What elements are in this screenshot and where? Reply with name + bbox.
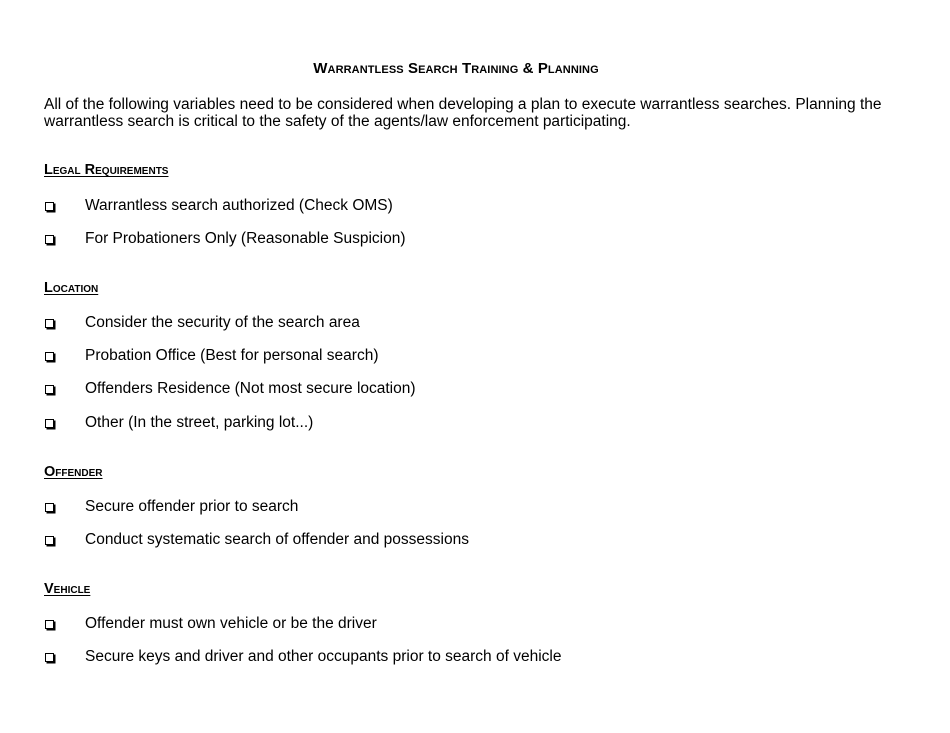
checklist-item[interactable] bbox=[44, 197, 393, 215]
document-title: Warrantless Search Training & Planning bbox=[313, 60, 599, 77]
checklist-item[interactable] bbox=[44, 314, 360, 332]
section-heading-offender: Offender bbox=[44, 464, 103, 480]
checklist-item[interactable] bbox=[44, 414, 313, 432]
checkbox-icon[interactable] bbox=[45, 503, 54, 512]
checklist-item[interactable] bbox=[44, 531, 469, 549]
section-heading-location: Location bbox=[44, 280, 99, 296]
checklist-item[interactable] bbox=[44, 347, 379, 365]
checklist-item-label: Conduct systematic search of offender and possessions bbox=[85, 531, 469, 548]
intro-paragraph: All of the following variables need to be considered when developing a plan to execute warrantless searches. Planning the warrantless search is critical to the safety of the agents/law enforcement participating. bbox=[44, 96, 882, 130]
checklist-item-label: Probation Office (Best for personal search) bbox=[85, 347, 379, 364]
section-heading-vehicle: Vehicle bbox=[44, 581, 91, 597]
checklist-item[interactable] bbox=[44, 498, 298, 516]
checkbox-icon[interactable] bbox=[45, 419, 54, 428]
checklist-item-label: Offenders Residence (Not most secure location) bbox=[85, 380, 416, 397]
checklist-item[interactable] bbox=[44, 648, 561, 666]
checklist-item-label: Other (In the street, parking lot...) bbox=[85, 414, 314, 431]
checkbox-icon[interactable] bbox=[45, 653, 54, 662]
checklist-item-label: Warrantless search authorized (Check OMS) bbox=[85, 197, 393, 214]
checkbox-icon[interactable] bbox=[45, 385, 54, 394]
checklist-item-label: Secure offender prior to search bbox=[85, 498, 299, 515]
checklist-item[interactable] bbox=[44, 615, 377, 633]
checkbox-icon[interactable] bbox=[45, 319, 54, 328]
checkbox-icon[interactable] bbox=[45, 352, 54, 361]
checklist-item[interactable] bbox=[44, 230, 406, 248]
checkbox-icon[interactable] bbox=[45, 202, 54, 211]
checklist-item-label: Secure keys and driver and other occupants prior to search of vehicle bbox=[85, 648, 562, 665]
checklist-item-label: Offender must own vehicle or be the driver bbox=[85, 615, 377, 632]
checkbox-icon[interactable] bbox=[45, 235, 54, 244]
checklist-item-label: For Probationers Only (Reasonable Suspicion) bbox=[85, 230, 406, 247]
checkbox-icon[interactable] bbox=[45, 620, 54, 629]
section-heading-legal-requirements: Legal Requirements bbox=[44, 162, 169, 178]
checklist-item[interactable] bbox=[44, 380, 416, 398]
checklist-item-label: Consider the security of the search area bbox=[85, 314, 360, 331]
checkbox-icon[interactable] bbox=[45, 536, 54, 545]
